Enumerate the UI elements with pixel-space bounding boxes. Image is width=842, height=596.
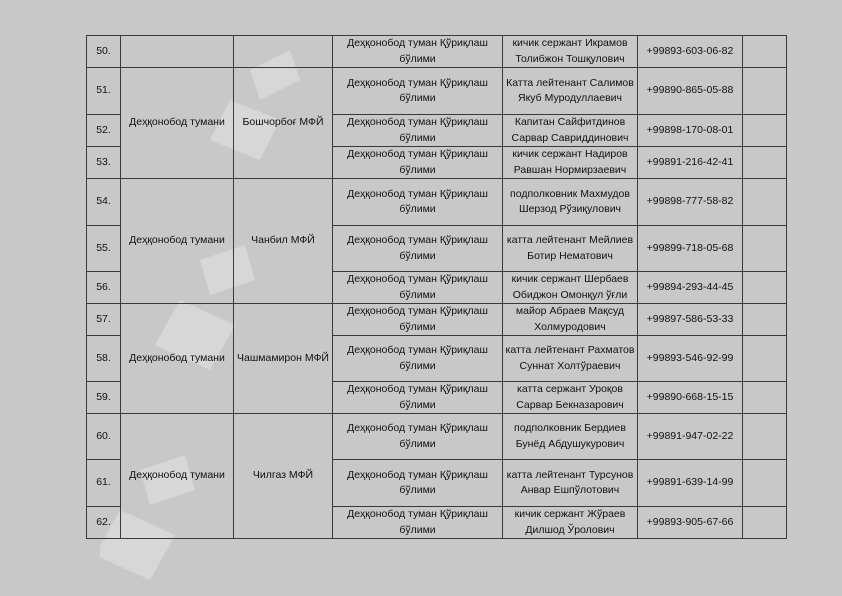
table-row xyxy=(87,68,787,115)
row-number: 51. xyxy=(87,68,121,115)
row-number: 62. xyxy=(87,507,121,539)
officer-cell: Капитан Сайфитдинов Сарвар Савриддинович xyxy=(503,115,638,147)
row-number: 54. xyxy=(87,179,121,226)
row-number: 52. xyxy=(87,115,121,147)
table-row xyxy=(87,304,787,336)
mfy-cell: Чанбил МФЙ xyxy=(234,179,333,304)
row-number: 56. xyxy=(87,272,121,304)
unit-cell: Деҳқонобод туман Қўриқлаш бўлими xyxy=(333,36,503,68)
officer-cell: майор Абраев Мақсуд Холмуродович xyxy=(503,304,638,336)
row-number: 60. xyxy=(87,414,121,460)
unit-cell: Деҳқонобод туман Қўриқлаш бўлими xyxy=(333,460,503,507)
table-row xyxy=(87,414,787,460)
mfy-cell: Бошчорбоғ МФЙ xyxy=(234,68,333,179)
mfy-cell: Чилгаз МФЙ xyxy=(234,414,333,539)
empty-cell xyxy=(743,414,787,460)
officer-cell: катта лейтенант Рахматов Суннат Холтўраевич xyxy=(503,336,638,382)
empty-cell xyxy=(743,507,787,539)
unit-cell: Деҳқонобод туман Қўриқлаш бўлими xyxy=(333,507,503,539)
row-number: 57. xyxy=(87,304,121,336)
officer-cell: подполковник Махмудов Шерзод Рўзиқулович xyxy=(503,179,638,226)
empty-cell xyxy=(743,68,787,115)
empty-cell xyxy=(743,460,787,507)
unit-cell: Деҳқонобод туман Қўриқлаш бўлими xyxy=(333,272,503,304)
officer-cell: Катта лейтенант Салимов Якуб Муродуллаевич xyxy=(503,68,638,115)
officer-cell: катта сержант Уроқов Сарвар Бекназарович xyxy=(503,382,638,414)
unit-cell: Деҳқонобод туман Қўриқлаш бўлими xyxy=(333,382,503,414)
row-number: 53. xyxy=(87,147,121,179)
district-cell: Деҳқонобод тумани xyxy=(121,179,234,304)
unit-cell: Деҳқонобод туман Қўриқлаш бўлими xyxy=(333,336,503,382)
phone-cell: +99898-170-08-01 xyxy=(638,115,743,147)
unit-cell: Деҳқонобод туман Қўриқлаш бўлими xyxy=(333,147,503,179)
district-cell: Деҳқонобод тумани xyxy=(121,414,234,539)
empty-cell xyxy=(743,382,787,414)
district-cell: Деҳқонобод тумани xyxy=(121,304,234,414)
phone-cell: +99893-905-67-66 xyxy=(638,507,743,539)
unit-cell: Деҳқонобод туман Қўриқлаш бўлими xyxy=(333,414,503,460)
row-number: 61. xyxy=(87,460,121,507)
phone-cell: +99890-668-15-15 xyxy=(638,382,743,414)
personnel-table-body xyxy=(87,36,787,539)
row-number: 55. xyxy=(87,226,121,272)
district-cell xyxy=(121,36,234,68)
officer-cell: кичик сержант Икрамов Толибжон Тошқулович xyxy=(503,36,638,68)
phone-cell: +99891-639-14-99 xyxy=(638,460,743,507)
empty-cell xyxy=(743,226,787,272)
unit-cell: Деҳқонобод туман Қўриқлаш бўлими xyxy=(333,115,503,147)
officer-cell: катта лейтенант Мейлиев Ботир Нематович xyxy=(503,226,638,272)
district-cell: Деҳқонобод тумани xyxy=(121,68,234,179)
empty-cell xyxy=(743,336,787,382)
table-row xyxy=(87,36,787,68)
phone-cell: +99893-603-06-82 xyxy=(638,36,743,68)
mfy-cell: Чашмамирон МФЙ xyxy=(234,304,333,414)
phone-cell: +99899-718-05-68 xyxy=(638,226,743,272)
phone-cell: +99890-865-05-88 xyxy=(638,68,743,115)
unit-cell: Деҳқонобод туман Қўриқлаш бўлими xyxy=(333,68,503,115)
mfy-cell xyxy=(234,36,333,68)
unit-cell: Деҳқонобод туман Қўриқлаш бўлими xyxy=(333,179,503,226)
officer-cell: кичик сержант Надиров Равшан Нормирзаевич xyxy=(503,147,638,179)
empty-cell xyxy=(743,36,787,68)
officer-cell: кичик сержант Шербаев Обиджон Омонқул ўғли xyxy=(503,272,638,304)
personnel-table xyxy=(86,35,787,539)
empty-cell xyxy=(743,147,787,179)
row-number: 59. xyxy=(87,382,121,414)
phone-cell: +99893-546-92-99 xyxy=(638,336,743,382)
officer-cell: подполковник Бердиев Бунёд Абдушукурович xyxy=(503,414,638,460)
empty-cell xyxy=(743,304,787,336)
unit-cell: Деҳқонобод туман Қўриқлаш бўлими xyxy=(333,304,503,336)
row-number: 58. xyxy=(87,336,121,382)
row-number: 50. xyxy=(87,36,121,68)
officer-cell: катта лейтенант Турсунов Анвар Ешпўлотович xyxy=(503,460,638,507)
phone-cell: +99898-777-58-82 xyxy=(638,179,743,226)
table-row xyxy=(87,179,787,226)
unit-cell: Деҳқонобод туман Қўриқлаш бўлими xyxy=(333,226,503,272)
phone-cell: +99897-586-53-33 xyxy=(638,304,743,336)
empty-cell xyxy=(743,272,787,304)
empty-cell xyxy=(743,179,787,226)
phone-cell: +99891-947-02-22 xyxy=(638,414,743,460)
phone-cell: +99894-293-44-45 xyxy=(638,272,743,304)
officer-cell: кичик сержант Жўраев Дилшод Ўролович xyxy=(503,507,638,539)
empty-cell xyxy=(743,115,787,147)
phone-cell: +99891-216-42-41 xyxy=(638,147,743,179)
